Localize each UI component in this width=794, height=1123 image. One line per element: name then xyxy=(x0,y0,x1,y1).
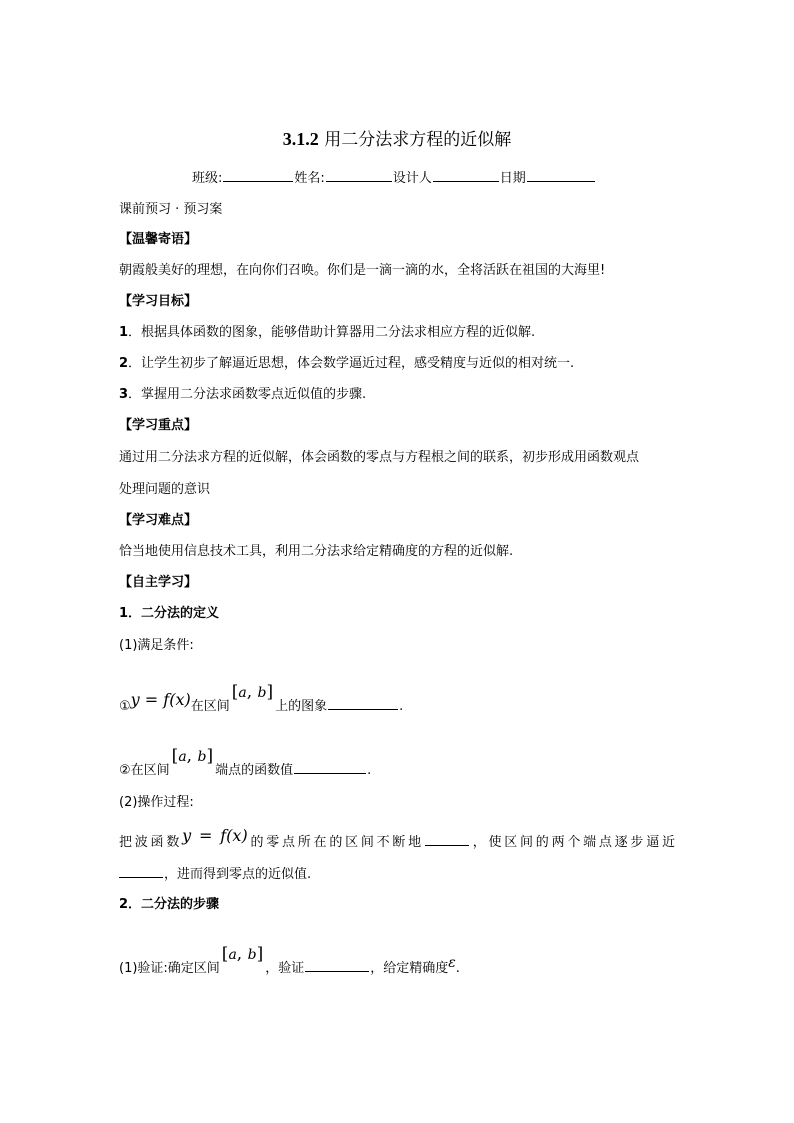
section2-title: 2．二分法的步骤 xyxy=(119,897,220,912)
section1-title: 1．二分法的定义 xyxy=(119,606,220,621)
step1-blank[interactable] xyxy=(305,958,369,972)
info-line xyxy=(192,168,596,188)
date-blank[interactable] xyxy=(527,168,595,182)
math-y-fx: y = f(x) xyxy=(130,690,191,709)
title-text: 用二分法求方程的近似解 xyxy=(324,130,512,150)
cond1-blank[interactable] xyxy=(328,696,398,710)
goal-item-1: 1．根据具体函数的图象，能够借助计算器用二分法求相应方程的近似解. xyxy=(119,325,536,340)
condition-2: ②在区间[a, b]端点的函数值 . xyxy=(119,746,372,778)
difficulty-heading: 【学习难点】 xyxy=(119,513,198,528)
cond2-blank[interactable] xyxy=(294,760,366,774)
proc-blank-2[interactable] xyxy=(119,864,163,878)
goal-item-3: 3．掌握用二分法求函数零点近似值的步骤. xyxy=(119,387,367,402)
difficulty-text: 恰当地使用信息技术工具，利用二分法求给定精确度的方程的近似解. xyxy=(119,544,514,559)
preview-line: 课前预习 · 预习案 xyxy=(119,202,223,217)
key-heading: 【学习重点】 xyxy=(119,418,198,433)
class-label: 班级: xyxy=(192,171,223,186)
procedure-line-2: ，进而得到零点的近似值. xyxy=(119,864,311,884)
name-blank[interactable] xyxy=(326,168,392,182)
designer-label: 设计人 xyxy=(392,171,432,186)
step-1: (1)验证:确定区间[a, b]，验证 ，给定精确度ε. xyxy=(119,944,460,976)
title-number: 3.1.2 xyxy=(282,129,319,149)
name-label: 姓名: xyxy=(294,171,325,186)
class-blank[interactable] xyxy=(223,168,293,182)
condition-1: ①y = f(x)在区间[a, b]上的图象 . xyxy=(119,682,404,714)
goal-item-2: 2．让学生初步了解逼近思想，体会数学逼近过程，感受精度与近似的相对统一. xyxy=(119,356,575,371)
interval-ab: [a, b] xyxy=(231,682,274,702)
procedure-label: (2)操作过程: xyxy=(119,795,194,810)
interval-ab: [a, b] xyxy=(221,944,264,964)
page-title xyxy=(0,128,794,151)
procedure-line-1: 把波函数y = f(x)的零点所在的区间不断地 ，使区间的两个端点逐步逼近 xyxy=(119,826,675,850)
self-study-heading: 【自主学习】 xyxy=(119,575,198,590)
epsilon-symbol: ε xyxy=(448,955,456,971)
math-y-fx: y = f(x) xyxy=(182,826,248,845)
designer-blank[interactable] xyxy=(433,168,499,182)
interval-ab: [a, b] xyxy=(171,746,214,766)
condition-label: (1)满足条件: xyxy=(119,638,194,653)
key-text-1: 通过用二分法求方程的近似解，体会函数的零点与方程根之间的联系，初步形成用函数观点 xyxy=(119,450,640,465)
date-label: 日期 xyxy=(499,171,526,186)
proc-blank-1[interactable] xyxy=(425,832,469,846)
key-text-2: 处理问题的意识 xyxy=(119,482,211,497)
goals-heading: 【学习目标】 xyxy=(119,294,198,309)
warm-heading: 【温馨寄语】 xyxy=(119,232,198,247)
warm-text: 朝霞般美好的理想，在向你们召唤。你们是一滴一滴的水，全将活跃在祖国的大海里! xyxy=(119,263,606,278)
